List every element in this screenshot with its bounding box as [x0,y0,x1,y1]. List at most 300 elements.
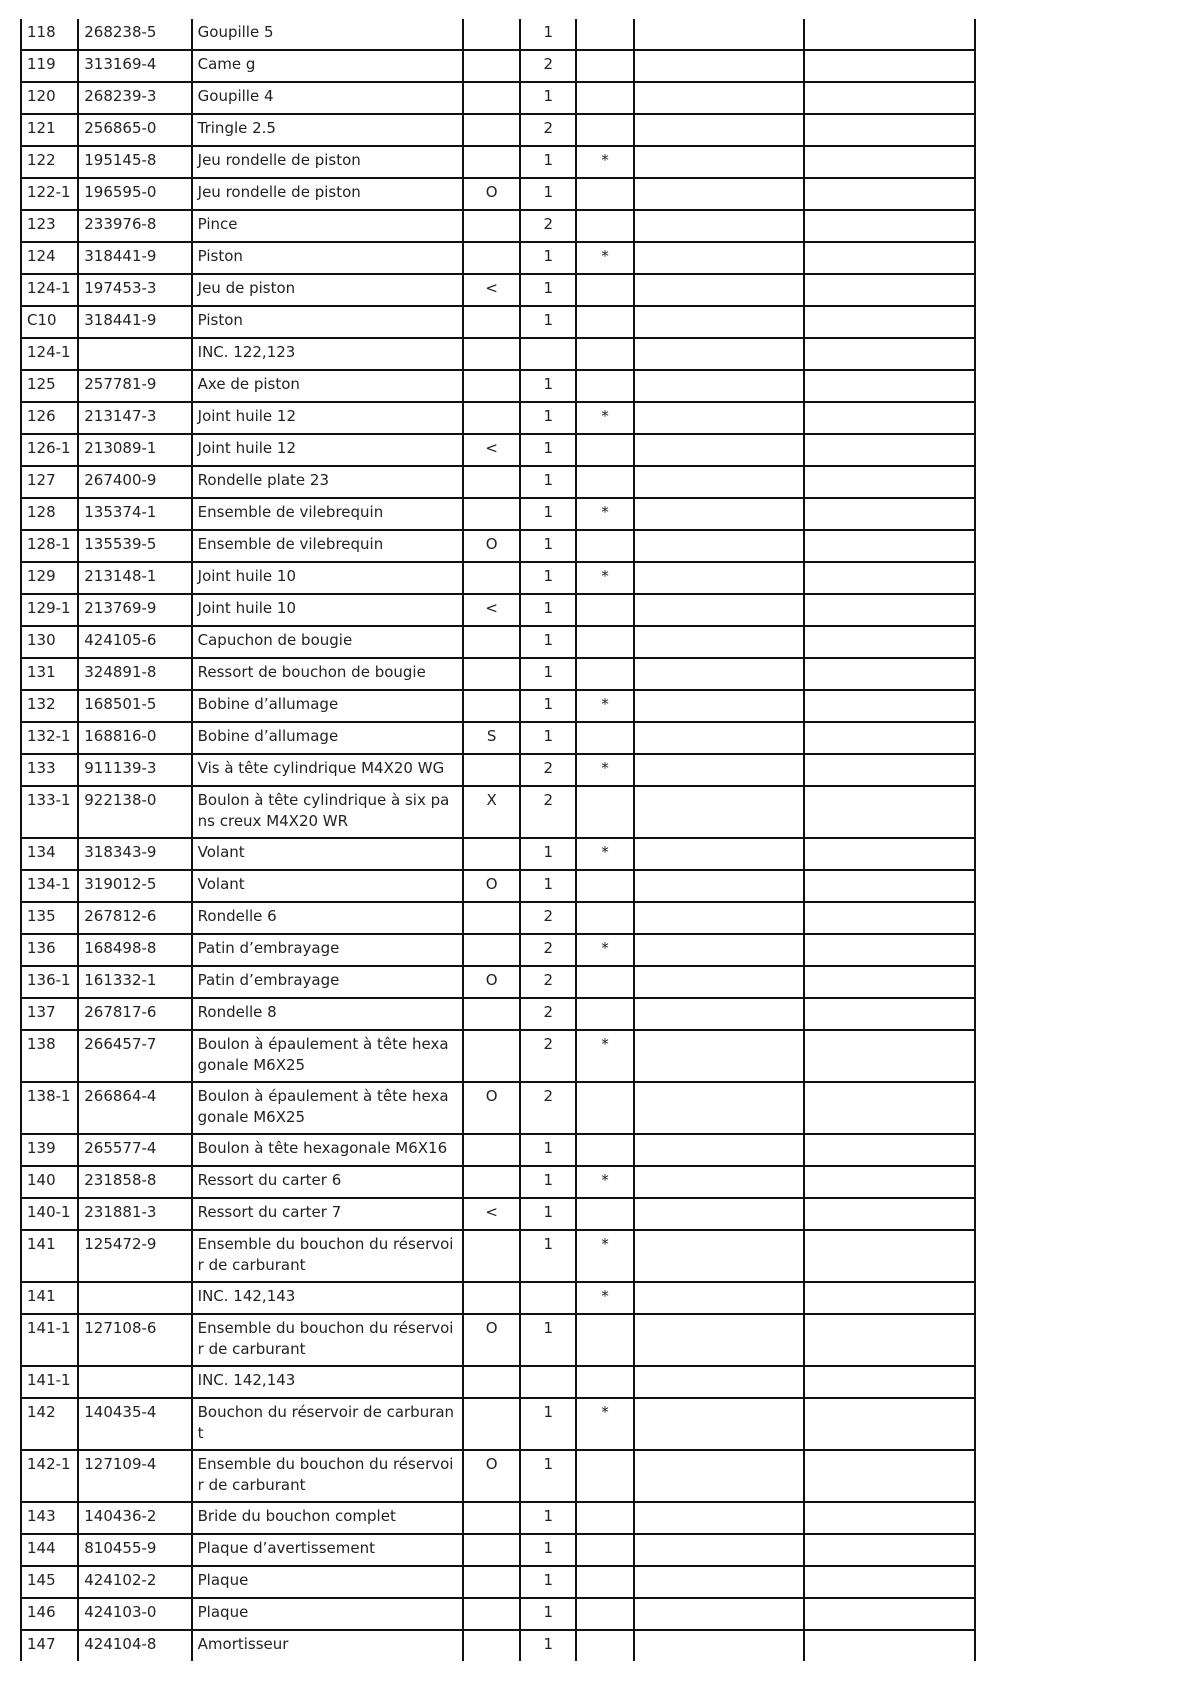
table-row [21,690,975,722]
table-row [21,934,975,966]
change-marker-cell [576,82,633,114]
note-cell [804,402,975,434]
code-cell [463,1282,520,1314]
table-row [21,754,975,786]
description-cell: Joint huile 10 [192,562,463,594]
change-marker-cell: * [576,562,633,594]
note-cell [804,998,975,1030]
change-marker-cell: * [576,146,633,178]
item-number-cell: 140-1 [21,1198,78,1230]
change-marker-cell [576,306,633,338]
item-number-cell: 140 [21,1166,78,1198]
change-marker-cell: * [576,1166,633,1198]
note-cell [804,1566,975,1598]
note-cell [804,870,975,902]
part-number-cell: 265577-4 [78,1134,191,1166]
note-cell [634,1198,805,1230]
quantity-cell: 1 [520,1598,576,1630]
change-marker-cell [576,786,633,838]
description-cell: Ensemble de vilebrequin [192,530,463,562]
code-cell [463,1134,520,1166]
code-cell: O [463,870,520,902]
change-marker-cell [576,210,633,242]
table-row [21,786,975,838]
note-cell [804,1230,975,1282]
description-cell: Tringle 2.5 [192,114,463,146]
description-cell: Vis à tête cylindrique M4X20 WG [192,754,463,786]
quantity-cell: 1 [520,1198,576,1230]
description-cell: Jeu de piston [192,274,463,306]
item-number-cell: 138-1 [21,1082,78,1134]
description-cell: INC. 122,123 [192,338,463,370]
note-cell [634,274,805,306]
quantity-cell: 2 [520,754,576,786]
change-marker-cell [576,594,633,626]
part-number-cell: 195145-8 [78,146,191,178]
description-cell: Ensemble du bouchon du réservoir de carburant [192,1314,463,1366]
item-number-cell: 141 [21,1230,78,1282]
note-cell [634,722,805,754]
note-cell [804,274,975,306]
description-cell: Ensemble du bouchon du réservoir de carburant [192,1450,463,1502]
item-number-cell: 129-1 [21,594,78,626]
item-number-cell: 136-1 [21,966,78,998]
table-row [21,1134,975,1166]
change-marker-cell [576,530,633,562]
description-cell: Patin d’embrayage [192,966,463,998]
item-number-cell: 121 [21,114,78,146]
change-marker-cell [576,50,633,82]
code-cell [463,934,520,966]
item-number-cell: 126-1 [21,434,78,466]
description-cell: Axe de piston [192,370,463,402]
note-cell [634,1282,805,1314]
note-cell [634,966,805,998]
change-marker-cell [576,1082,633,1134]
note-cell [804,934,975,966]
description-cell: Rondelle 6 [192,902,463,934]
item-number-cell: 128-1 [21,530,78,562]
description-cell: Amortisseur [192,1630,463,1661]
quantity-cell: 1 [520,1134,576,1166]
table-row [21,658,975,690]
code-cell [463,1166,520,1198]
note-cell [804,838,975,870]
code-cell [463,146,520,178]
part-number-cell: 318441-9 [78,242,191,274]
change-marker-cell [576,466,633,498]
part-number-cell: 266864-4 [78,1082,191,1134]
quantity-cell: 1 [520,434,576,466]
part-number-cell: 267400-9 [78,466,191,498]
table-row [21,146,975,178]
table-row [21,870,975,902]
note-cell [634,786,805,838]
part-number-cell: 140435-4 [78,1398,191,1450]
item-number-cell: 138 [21,1030,78,1082]
description-cell: Bouchon du réservoir de carburant [192,1398,463,1450]
quantity-cell: 2 [520,1030,576,1082]
quantity-cell: 1 [520,838,576,870]
note-cell [804,562,975,594]
quantity-cell: 1 [520,1566,576,1598]
code-cell [463,50,520,82]
table-row [21,498,975,530]
parts-table-body [21,19,975,1661]
code-cell [463,562,520,594]
part-number-cell: 324891-8 [78,658,191,690]
note-cell [804,786,975,838]
item-number-cell: 123 [21,210,78,242]
quantity-cell: 1 [520,1166,576,1198]
note-cell [804,658,975,690]
code-cell [463,626,520,658]
code-cell [463,1030,520,1082]
item-number-cell: 120 [21,82,78,114]
quantity-cell: 2 [520,210,576,242]
part-number-cell: 168498-8 [78,934,191,966]
change-marker-cell [576,658,633,690]
note-cell [804,966,975,998]
note-cell [634,998,805,1030]
change-marker-cell [576,434,633,466]
code-cell [463,114,520,146]
description-cell: Ressort du carter 6 [192,1166,463,1198]
note-cell [634,1314,805,1366]
code-cell: X [463,786,520,838]
table-row [21,626,975,658]
description-cell: Volant [192,838,463,870]
code-cell: < [463,1198,520,1230]
note-cell [634,1134,805,1166]
item-number-cell: 136 [21,934,78,966]
note-cell [804,114,975,146]
item-number-cell: 119 [21,50,78,82]
note-cell [804,902,975,934]
quantity-cell: 1 [520,1398,576,1450]
part-number-cell: 424102-2 [78,1566,191,1598]
note-cell [634,1502,805,1534]
part-number-cell: 161332-1 [78,966,191,998]
part-number-cell [78,1366,191,1398]
note-cell [634,306,805,338]
table-row [21,1534,975,1566]
part-number-cell: 313169-4 [78,50,191,82]
description-cell: Boulon à tête cylindrique à six pans creux M4X20 WR [192,786,463,838]
note-cell [634,1534,805,1566]
description-cell: Plaque [192,1598,463,1630]
quantity-cell [520,338,576,370]
description-cell: Pince [192,210,463,242]
description-cell: Joint huile 12 [192,434,463,466]
item-number-cell: 134-1 [21,870,78,902]
table-row [21,50,975,82]
table-row [21,1030,975,1082]
item-number-cell: 142 [21,1398,78,1450]
description-cell: Came g [192,50,463,82]
description-cell: Capuchon de bougie [192,626,463,658]
table-row [21,966,975,998]
quantity-cell: 1 [520,1630,576,1661]
quantity-cell: 1 [520,530,576,562]
description-cell: Ensemble du bouchon du réservoir de carburant [192,1230,463,1282]
code-cell: O [463,178,520,210]
description-cell: INC. 142,143 [192,1282,463,1314]
part-number-cell: 135539-5 [78,530,191,562]
table-row [21,1398,975,1450]
table-row [21,1566,975,1598]
quantity-cell [520,1366,576,1398]
note-cell [634,1366,805,1398]
table-row [21,466,975,498]
part-number-cell [78,1282,191,1314]
description-cell: Ressort de bouchon de bougie [192,658,463,690]
part-number-cell: 127108-6 [78,1314,191,1366]
part-number-cell: 257781-9 [78,370,191,402]
item-number-cell: 129 [21,562,78,594]
code-cell [463,1630,520,1661]
description-cell: Joint huile 10 [192,594,463,626]
code-cell [463,242,520,274]
table-row [21,530,975,562]
part-number-cell: 213147-3 [78,402,191,434]
part-number-cell: 168501-5 [78,690,191,722]
table-row [21,1230,975,1282]
item-number-cell: 141-1 [21,1314,78,1366]
change-marker-cell [576,1598,633,1630]
note-cell [804,722,975,754]
change-marker-cell: * [576,402,633,434]
table-row [21,1502,975,1534]
description-cell: Ensemble de vilebrequin [192,498,463,530]
description-cell: Piston [192,242,463,274]
note-cell [804,1198,975,1230]
note-cell [634,902,805,934]
part-number-cell: 135374-1 [78,498,191,530]
change-marker-cell [576,626,633,658]
item-number-cell: 139 [21,1134,78,1166]
note-cell [634,114,805,146]
note-cell [634,562,805,594]
change-marker-cell [576,114,633,146]
note-cell [634,530,805,562]
table-row [21,562,975,594]
parts-table [20,19,976,1661]
note-cell [634,50,805,82]
item-number-cell: 141 [21,1282,78,1314]
note-cell [804,498,975,530]
table-row [21,210,975,242]
part-number-cell: 424105-6 [78,626,191,658]
item-number-cell: 133-1 [21,786,78,838]
note-cell [634,434,805,466]
item-number-cell: 137 [21,998,78,1030]
item-number-cell: 124-1 [21,338,78,370]
item-number-cell: 131 [21,658,78,690]
note-cell [634,82,805,114]
code-cell: O [463,1314,520,1366]
code-cell: O [463,530,520,562]
part-number-cell: 318441-9 [78,306,191,338]
note-cell [804,82,975,114]
note-cell [634,19,805,50]
table-row [21,242,975,274]
item-number-cell: 142-1 [21,1450,78,1502]
table-row [21,434,975,466]
note-cell [804,690,975,722]
note-cell [804,1282,975,1314]
item-number-cell: 122-1 [21,178,78,210]
item-number-cell: 133 [21,754,78,786]
change-marker-cell [576,1314,633,1366]
item-number-cell: 122 [21,146,78,178]
item-number-cell: 124-1 [21,274,78,306]
quantity-cell: 1 [520,1230,576,1282]
note-cell [804,370,975,402]
note-cell [634,870,805,902]
quantity-cell: 1 [520,1450,576,1502]
quantity-cell: 2 [520,934,576,966]
item-number-cell: 143 [21,1502,78,1534]
part-number-cell: 267817-6 [78,998,191,1030]
quantity-cell: 1 [520,242,576,274]
note-cell [634,338,805,370]
change-marker-cell [576,370,633,402]
item-number-cell: C10 [21,306,78,338]
note-cell [804,530,975,562]
change-marker-cell [576,1502,633,1534]
note-cell [634,1030,805,1082]
item-number-cell: 141-1 [21,1366,78,1398]
code-cell [463,338,520,370]
table-row [21,1082,975,1134]
note-cell [634,690,805,722]
quantity-cell: 1 [520,658,576,690]
part-number-cell: 196595-0 [78,178,191,210]
part-number-cell: 911139-3 [78,754,191,786]
note-cell [634,402,805,434]
item-number-cell: 128 [21,498,78,530]
part-number-cell: 424104-8 [78,1630,191,1661]
change-marker-cell: * [576,690,633,722]
part-number-cell: 127109-4 [78,1450,191,1502]
description-cell: Bobine d’allumage [192,690,463,722]
table-row [21,1598,975,1630]
description-cell: Bride du bouchon complet [192,1502,463,1534]
quantity-cell [520,1282,576,1314]
quantity-cell: 1 [520,178,576,210]
quantity-cell: 2 [520,50,576,82]
note-cell [804,1398,975,1450]
table-row [21,338,975,370]
table-row [21,1282,975,1314]
note-cell [634,466,805,498]
note-cell [634,370,805,402]
code-cell: O [463,1082,520,1134]
item-number-cell: 146 [21,1598,78,1630]
part-number-cell: 268238-5 [78,19,191,50]
note-cell [804,242,975,274]
code-cell [463,370,520,402]
item-number-cell: 134 [21,838,78,870]
description-cell: Plaque d’avertissement [192,1534,463,1566]
code-cell: < [463,434,520,466]
note-cell [634,1630,805,1661]
code-cell [463,1534,520,1566]
item-number-cell: 132 [21,690,78,722]
quantity-cell: 1 [520,1534,576,1566]
note-cell [804,1030,975,1082]
note-cell [804,434,975,466]
change-marker-cell: * [576,934,633,966]
code-cell: < [463,594,520,626]
change-marker-cell: * [576,498,633,530]
table-row [21,1450,975,1502]
description-cell: Goupille 5 [192,19,463,50]
note-cell [804,19,975,50]
part-number-cell [78,338,191,370]
quantity-cell: 1 [520,466,576,498]
note-cell [634,146,805,178]
part-number-cell: 213089-1 [78,434,191,466]
code-cell [463,754,520,786]
code-cell [463,1566,520,1598]
change-marker-cell [576,1198,633,1230]
code-cell [463,1502,520,1534]
code-cell: O [463,1450,520,1502]
code-cell: < [463,274,520,306]
part-number-cell: 810455-9 [78,1534,191,1566]
note-cell [804,210,975,242]
description-cell: Rondelle 8 [192,998,463,1030]
part-number-cell: 231858-8 [78,1166,191,1198]
note-cell [804,626,975,658]
quantity-cell: 1 [520,274,576,306]
item-number-cell: 124 [21,242,78,274]
note-cell [634,1398,805,1450]
code-cell [463,82,520,114]
table-row [21,722,975,754]
item-number-cell: 126 [21,402,78,434]
code-cell [463,1366,520,1398]
description-cell: Rondelle plate 23 [192,466,463,498]
note-cell [804,1366,975,1398]
note-cell [634,210,805,242]
note-cell [634,594,805,626]
change-marker-cell [576,998,633,1030]
quantity-cell: 1 [520,146,576,178]
note-cell [804,1502,975,1534]
quantity-cell: 2 [520,114,576,146]
note-cell [634,754,805,786]
change-marker-cell [576,722,633,754]
table-row [21,370,975,402]
part-number-cell: 424103-0 [78,1598,191,1630]
table-row [21,838,975,870]
code-cell [463,1598,520,1630]
description-cell: Jeu rondelle de piston [192,146,463,178]
description-cell: Joint huile 12 [192,402,463,434]
note-cell [804,754,975,786]
note-cell [634,934,805,966]
item-number-cell: 125 [21,370,78,402]
change-marker-cell [576,902,633,934]
quantity-cell: 1 [520,306,576,338]
description-cell: Boulon à épaulement à tête hexagonale M6X25 [192,1082,463,1134]
description-cell: INC. 142,143 [192,1366,463,1398]
code-cell [463,998,520,1030]
note-cell [804,178,975,210]
